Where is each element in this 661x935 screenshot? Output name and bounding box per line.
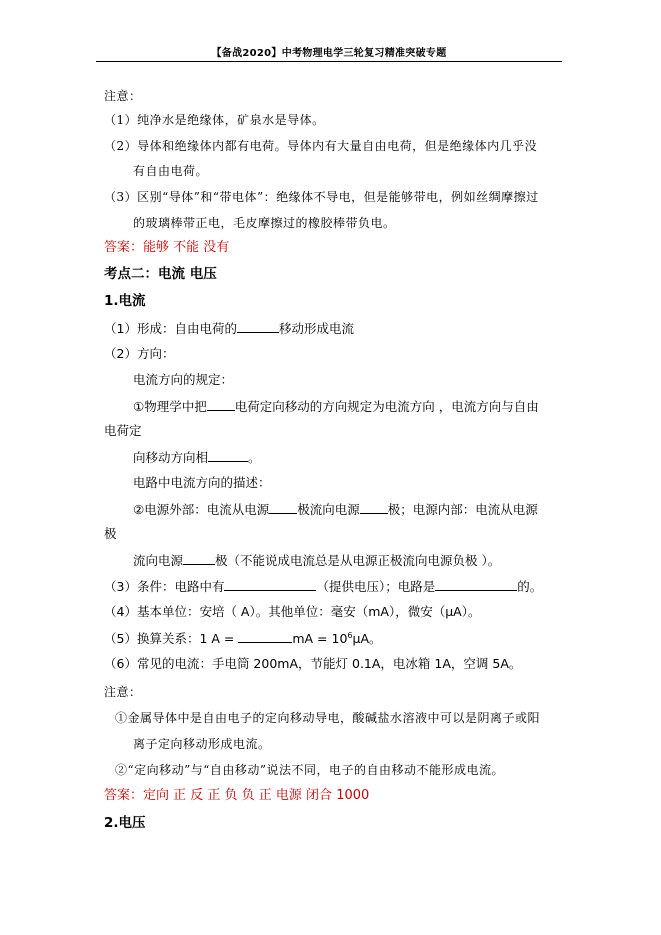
fill-blank bbox=[183, 552, 215, 565]
text-segment: ①物理学中把 bbox=[133, 399, 207, 414]
text-segment: （5）换算关系：1 A = bbox=[104, 631, 239, 646]
circuit-end-line bbox=[133, 552, 500, 569]
note-item: 有自由电荷。 bbox=[133, 164, 209, 178]
text-segment: （提供电压）；电路是 bbox=[316, 579, 436, 594]
unit-line: （4）基本单位：安培（ A）。其他单位：毫安（mA），微安（μA）。 bbox=[104, 604, 481, 619]
note-label: 注意： bbox=[104, 89, 142, 103]
text-segment: mA = 10 bbox=[292, 631, 348, 646]
subsection-title: 2.电压 bbox=[104, 815, 146, 831]
text-segment: （3）条件：电路中有 bbox=[104, 579, 225, 594]
note-item: （2）导体和绝缘体内都有电荷。导体内有大量自由电荷，但是绝缘体内几乎没 bbox=[104, 139, 538, 153]
condition-line bbox=[104, 578, 542, 595]
note-item: 的玻璃棒带正电，毛皮摩擦过的橡胶棒带负电。 bbox=[133, 216, 396, 230]
circuit-continuation: 极 bbox=[104, 526, 117, 541]
text-segment: μA。 bbox=[352, 631, 382, 646]
text-segment: ②电源外部：电流从电源 bbox=[133, 502, 270, 517]
subsection-title: 1.电流 bbox=[104, 293, 146, 309]
note-item: ①金属导体中是自由电子的定向移动导电，酸碱盐水溶液中可以是阴离子或阳 bbox=[115, 711, 541, 725]
fill-blank bbox=[237, 320, 279, 333]
header-rule bbox=[96, 61, 562, 62]
common-line: （6）常见的电流：手电筒 200mA，节能灯 0.1A，电冰箱 1A，空调 5A。 bbox=[104, 656, 522, 671]
note-item: 离子定向移动形成电流。 bbox=[133, 737, 271, 751]
note-label: 注意： bbox=[104, 685, 142, 699]
note-item: （1）纯净水是绝缘体，矿泉水是导体。 bbox=[104, 113, 325, 127]
fill-blank bbox=[208, 449, 248, 462]
fill-blank bbox=[224, 578, 316, 591]
section-title: 考点二：电流 电压 bbox=[104, 266, 217, 282]
note-item: ②“定向移动”与“自由移动”说法不同，电子的自由移动不能形成电流。 bbox=[115, 763, 505, 777]
text-segment: 极；电源内部：电流从电源 bbox=[387, 502, 538, 517]
fill-blank bbox=[238, 630, 292, 643]
text-segment: 的。 bbox=[517, 579, 543, 594]
fill-blank bbox=[207, 398, 235, 411]
direction-label: （2）方向： bbox=[104, 346, 175, 361]
circuit-label: 电路中电流方向的描述： bbox=[133, 475, 271, 490]
convert-line bbox=[104, 630, 382, 647]
text-segment: 向移动方向相 bbox=[133, 450, 209, 465]
note-item: （3）区别“导体”和“带电体”：绝缘体不导电，但是能够带电，例如丝绸摩擦过 bbox=[104, 190, 539, 204]
text-segment: 电荷定向移动的方向规定为电流方向 ，电流方向与自由 bbox=[234, 399, 539, 414]
exponent: 6 bbox=[347, 630, 353, 640]
answer-text: 答案：定向 正 反 正 负 负 正 电源 闭合 1000 bbox=[104, 788, 370, 803]
text-segment: 极流向电源 bbox=[297, 502, 360, 517]
rule1-end-line bbox=[133, 449, 261, 466]
text-segment: 移动形成电流 bbox=[278, 321, 354, 336]
rule1-continuation: 电荷定 bbox=[104, 423, 142, 438]
fill-blank bbox=[435, 578, 517, 591]
text-segment: 流向电源 bbox=[133, 553, 184, 568]
page-header: 【备战2020】中考物理电学三轮复习精准突破专题 bbox=[211, 48, 447, 59]
text-segment: 。 bbox=[248, 450, 261, 465]
circuit-line bbox=[133, 501, 538, 518]
rule-label: 电流方向的规定： bbox=[133, 372, 234, 387]
fill-blank bbox=[269, 501, 297, 514]
rule1-line bbox=[133, 398, 539, 415]
formation-line bbox=[104, 320, 354, 337]
text-segment: 极（不能说成电流总是从电源正极流向电源负极 ）。 bbox=[215, 553, 501, 568]
fill-blank bbox=[360, 501, 388, 514]
answer-text: 答案：能够 不能 没有 bbox=[104, 240, 230, 255]
text-segment: （1）形成：自由电荷的 bbox=[104, 321, 237, 336]
